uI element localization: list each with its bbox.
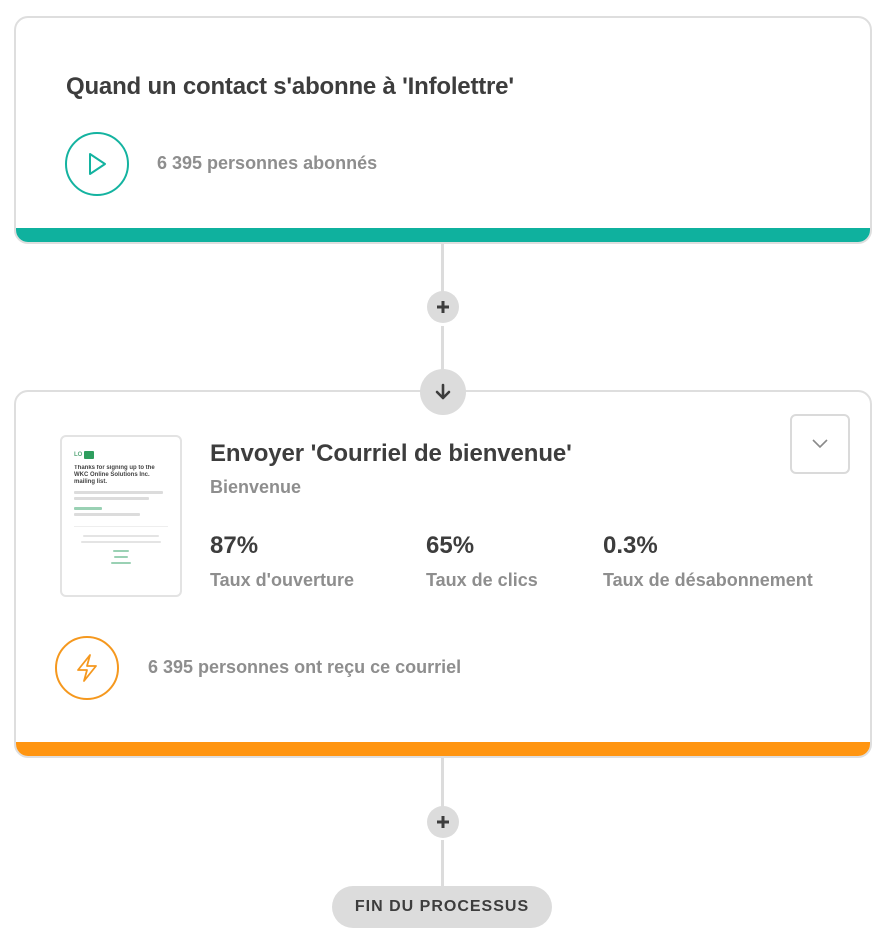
- email-step-title: Envoyer 'Courriel de bienvenue': [210, 440, 572, 467]
- stat-click-rate: 65% Taux de clics: [426, 532, 538, 590]
- plus-icon: [435, 299, 451, 315]
- step-options-dropdown[interactable]: [790, 414, 850, 474]
- email-step-card[interactable]: [14, 390, 872, 758]
- trigger-title: Quand un contact s'abonne à 'Infolettre': [66, 73, 514, 100]
- connector-line: [441, 244, 444, 294]
- email-preview-thumbnail[interactable]: [60, 435, 182, 597]
- email-logo: LO: [74, 451, 168, 459]
- recipients-count: 6 395 personnes ont reçu ce courriel: [148, 657, 462, 677]
- connector-line: [441, 758, 444, 808]
- trigger-accent-bar: [16, 228, 870, 242]
- lightning-icon: [55, 636, 119, 700]
- stat-open-rate: 87% Taux d'ouverture: [210, 532, 354, 590]
- add-step-button[interactable]: [427, 806, 459, 838]
- email-subject: Bienvenue: [210, 477, 302, 497]
- plus-icon: [435, 814, 451, 830]
- end-of-process-badge: FIN DU PROCESSUS: [332, 886, 552, 928]
- arrow-down-icon: [420, 369, 466, 415]
- email-accent-bar: [16, 742, 870, 756]
- play-icon: [65, 132, 129, 196]
- connector-line: [441, 840, 444, 888]
- add-step-button[interactable]: [427, 291, 459, 323]
- email-preview-heading: Thanks for signing up to the WKC Online Solutions Inc. mailing list.: [74, 465, 155, 485]
- trigger-card[interactable]: [14, 16, 872, 244]
- stat-unsubscribe-rate: 0.3% Taux de désabonnement: [603, 532, 813, 590]
- chevron-down-icon: [811, 439, 829, 449]
- subscriber-count: 6 395 personnes abonnés: [157, 153, 378, 173]
